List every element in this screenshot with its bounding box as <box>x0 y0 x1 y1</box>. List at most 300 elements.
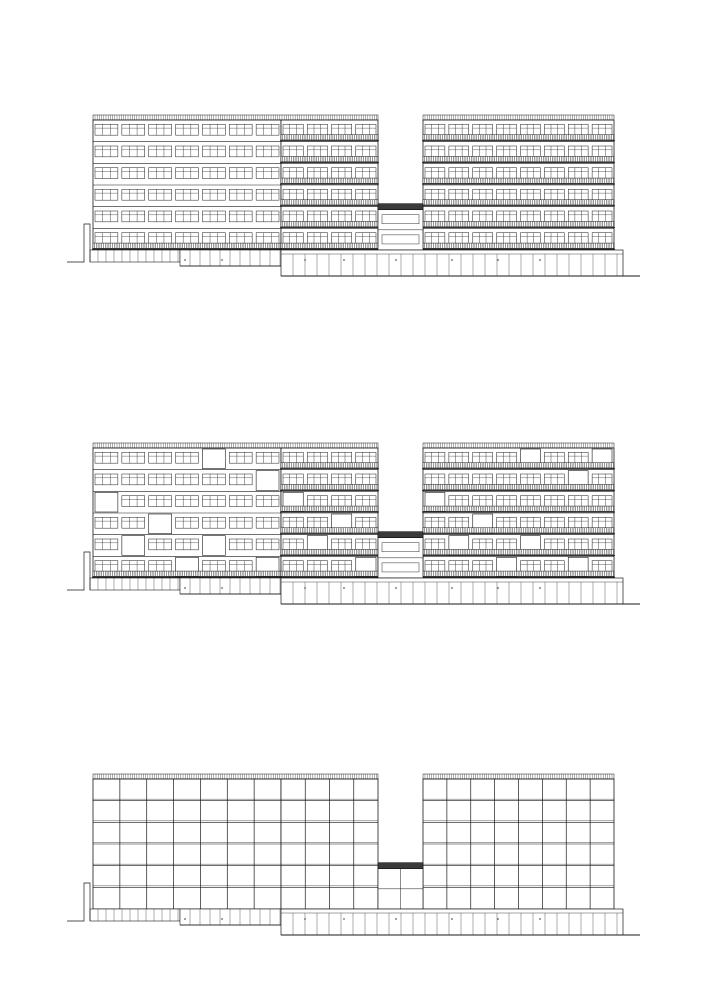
window-frame <box>332 124 352 135</box>
window-frame <box>356 474 376 485</box>
window <box>497 539 517 550</box>
balcony-railing <box>280 178 379 184</box>
window-frame <box>202 233 225 244</box>
window <box>122 233 145 244</box>
window <box>283 539 303 550</box>
window-frame <box>149 168 172 179</box>
window <box>229 517 252 528</box>
window <box>521 474 541 485</box>
window <box>544 189 564 200</box>
window <box>176 233 199 244</box>
roof-parapet <box>93 443 378 448</box>
window <box>176 539 199 550</box>
window <box>122 517 145 528</box>
window <box>356 189 376 200</box>
window-frame <box>229 233 252 244</box>
window <box>497 452 517 463</box>
window <box>521 168 541 179</box>
balcony-railing <box>422 549 615 555</box>
middle-block <box>280 448 379 578</box>
window-frame <box>473 189 493 200</box>
window-frame <box>176 146 199 157</box>
window-frame <box>544 189 564 200</box>
window-frame <box>307 211 327 222</box>
window <box>283 452 303 463</box>
window-frame <box>149 452 172 463</box>
window <box>202 496 225 507</box>
window <box>256 517 279 528</box>
window <box>568 168 588 179</box>
window <box>256 168 279 179</box>
window-frame <box>544 539 564 550</box>
window <box>202 211 225 222</box>
window-frame <box>229 146 252 157</box>
window-frame <box>568 496 588 507</box>
window-frame <box>176 189 199 200</box>
window <box>283 168 303 179</box>
window-frame <box>521 233 541 244</box>
window <box>202 233 225 244</box>
window <box>229 124 252 135</box>
window-frame <box>356 211 376 222</box>
window-frame <box>202 474 225 485</box>
window-frame <box>149 539 172 550</box>
window-frame <box>449 233 469 244</box>
window-frame <box>544 452 564 463</box>
window <box>122 124 145 135</box>
window-frame <box>283 233 303 244</box>
window <box>202 124 225 135</box>
window-frame <box>307 189 327 200</box>
window <box>425 452 445 463</box>
window-frame <box>521 496 541 507</box>
window-frame <box>149 146 172 157</box>
window-frame <box>568 146 588 157</box>
window <box>425 189 445 200</box>
window-frame <box>473 496 493 507</box>
window-frame <box>497 124 517 135</box>
window <box>544 233 564 244</box>
window-frame <box>544 474 564 485</box>
window <box>202 561 225 572</box>
window <box>544 539 564 550</box>
window-frame <box>95 211 118 222</box>
window-frame <box>283 146 303 157</box>
window-frame <box>307 474 327 485</box>
window <box>473 168 493 179</box>
window <box>256 189 279 200</box>
balcony-railing <box>422 571 615 577</box>
window <box>521 496 541 507</box>
window-frame <box>176 517 199 528</box>
window <box>544 146 564 157</box>
window-frame <box>332 168 352 179</box>
roof-parapet <box>423 115 614 120</box>
window-frame <box>202 496 225 507</box>
balcony-railing <box>280 463 379 469</box>
window <box>95 474 118 485</box>
window-frame <box>544 496 564 507</box>
window-frame <box>122 189 145 200</box>
window <box>229 168 252 179</box>
window <box>149 211 172 222</box>
window <box>229 561 252 572</box>
window <box>95 517 118 528</box>
window <box>256 211 279 222</box>
window <box>256 539 279 550</box>
window <box>568 496 588 507</box>
window-frame <box>149 496 172 507</box>
window-frame <box>544 168 564 179</box>
window-frame <box>307 168 327 179</box>
window-frame <box>568 168 588 179</box>
window-frame <box>229 452 252 463</box>
window <box>202 449 225 469</box>
window-frame <box>283 452 303 463</box>
window <box>149 474 172 485</box>
window <box>497 474 517 485</box>
window <box>307 474 327 485</box>
window <box>149 539 172 550</box>
window-frame <box>592 189 612 200</box>
window-frame <box>497 211 517 222</box>
window-frame <box>449 189 469 200</box>
window-frame <box>356 539 376 550</box>
window <box>332 233 352 244</box>
window-frame <box>592 496 612 507</box>
window-frame <box>176 539 199 550</box>
window <box>356 233 376 244</box>
window-frame <box>568 539 588 550</box>
window <box>425 474 445 485</box>
balcony-railing <box>422 484 615 490</box>
window-frame <box>425 452 445 463</box>
window-frame <box>356 452 376 463</box>
window <box>356 211 376 222</box>
window-frame <box>256 233 279 244</box>
window <box>356 168 376 179</box>
window-frame <box>122 124 145 135</box>
window-frame <box>283 189 303 200</box>
window <box>425 539 445 550</box>
window <box>592 124 612 135</box>
window-frame <box>497 452 517 463</box>
window-frame <box>473 124 493 135</box>
window <box>202 517 225 528</box>
balcony-railing <box>280 200 379 206</box>
window <box>425 168 445 179</box>
window <box>256 146 279 157</box>
window-frame <box>256 146 279 157</box>
retaining-wall <box>67 552 90 590</box>
window <box>149 189 172 200</box>
window <box>497 189 517 200</box>
balcony-railing <box>280 549 379 555</box>
bridge-roof <box>378 863 423 869</box>
window <box>95 189 118 200</box>
balcony-railing <box>422 135 615 141</box>
window-frame <box>176 452 199 463</box>
balcony-railing <box>422 178 615 184</box>
window-frame <box>202 517 225 528</box>
window-frame <box>356 124 376 135</box>
roof-parapet <box>93 774 378 779</box>
window <box>229 539 252 550</box>
window <box>149 124 172 135</box>
window-frame <box>473 474 493 485</box>
right-block <box>423 779 614 909</box>
window <box>122 496 145 507</box>
window <box>95 539 118 550</box>
infill-panel <box>122 536 145 556</box>
window-frame <box>122 474 145 485</box>
window <box>449 146 469 157</box>
window-frame <box>521 517 541 528</box>
window <box>122 211 145 222</box>
window-frame <box>95 146 118 157</box>
window-frame <box>95 189 118 200</box>
balcony-railing <box>280 221 379 227</box>
window <box>592 561 612 572</box>
window <box>95 452 118 463</box>
window <box>592 211 612 222</box>
window-frame <box>256 452 279 463</box>
middle-block <box>280 120 379 250</box>
window <box>592 517 612 528</box>
roof-parapet <box>423 443 614 448</box>
window <box>95 492 118 512</box>
window-frame <box>449 517 469 528</box>
window-frame <box>229 211 252 222</box>
window <box>332 124 352 135</box>
window-frame <box>544 146 564 157</box>
window-frame <box>568 233 588 244</box>
window-frame <box>307 517 327 528</box>
podium-left <box>90 250 180 262</box>
window-frame <box>332 189 352 200</box>
window-frame <box>497 146 517 157</box>
window <box>332 211 352 222</box>
window-frame <box>449 561 469 572</box>
infill-panel <box>149 514 172 534</box>
window <box>122 474 145 485</box>
window-frame <box>356 189 376 200</box>
window <box>544 561 564 572</box>
window <box>283 146 303 157</box>
podium-left <box>90 909 180 921</box>
window <box>176 168 199 179</box>
window <box>229 474 252 485</box>
window <box>497 211 517 222</box>
window-frame <box>95 517 118 528</box>
window <box>229 189 252 200</box>
window-frame <box>425 474 445 485</box>
window <box>544 124 564 135</box>
window-frame <box>544 561 564 572</box>
window-frame <box>307 452 327 463</box>
window-frame <box>283 517 303 528</box>
window-frame <box>202 211 225 222</box>
window-frame <box>122 496 145 507</box>
window <box>332 189 352 200</box>
balcony-railing <box>280 156 379 162</box>
window <box>202 189 225 200</box>
window-frame <box>497 496 517 507</box>
window <box>149 496 172 507</box>
bridge-roof <box>378 204 423 210</box>
window <box>449 561 469 572</box>
window <box>497 168 517 179</box>
window <box>425 211 445 222</box>
window <box>356 496 376 507</box>
window-frame <box>592 561 612 572</box>
window <box>568 124 588 135</box>
infill-panel <box>202 536 225 556</box>
window <box>544 474 564 485</box>
window <box>95 561 118 572</box>
window <box>473 233 493 244</box>
window-frame <box>256 168 279 179</box>
window-frame <box>332 539 352 550</box>
window-frame <box>425 233 445 244</box>
window-frame <box>202 146 225 157</box>
window-frame <box>473 561 493 572</box>
window <box>473 211 493 222</box>
window-frame <box>202 168 225 179</box>
left-block <box>92 120 282 250</box>
podium <box>90 578 623 604</box>
window <box>332 561 352 572</box>
window <box>521 517 541 528</box>
window-frame <box>229 189 252 200</box>
window-frame <box>592 517 612 528</box>
window-frame <box>122 233 145 244</box>
window <box>473 496 493 507</box>
window-frame <box>544 233 564 244</box>
window-frame <box>356 496 376 507</box>
elevation-2 <box>67 443 640 604</box>
window <box>497 124 517 135</box>
window <box>307 189 327 200</box>
window-frame <box>497 474 517 485</box>
window <box>449 168 469 179</box>
window <box>95 124 118 135</box>
window <box>176 517 199 528</box>
window-frame <box>449 211 469 222</box>
window-frame <box>283 168 303 179</box>
window <box>176 211 199 222</box>
window-frame <box>122 168 145 179</box>
window <box>122 168 145 179</box>
left-block <box>93 779 281 909</box>
window-frame <box>592 474 612 485</box>
window <box>307 496 327 507</box>
window-frame <box>592 124 612 135</box>
window-frame <box>425 168 445 179</box>
window <box>473 539 493 550</box>
window <box>473 561 493 572</box>
window-frame <box>544 517 564 528</box>
podium-mid <box>180 909 281 925</box>
window-frame <box>283 211 303 222</box>
window-frame <box>592 233 612 244</box>
window-frame <box>449 124 469 135</box>
window-frame <box>425 124 445 135</box>
window <box>473 146 493 157</box>
window-frame <box>332 452 352 463</box>
window <box>425 561 445 572</box>
window <box>449 233 469 244</box>
window <box>332 452 352 463</box>
window <box>256 471 279 491</box>
window-frame <box>307 146 327 157</box>
window <box>544 168 564 179</box>
balcony-railing <box>422 243 615 249</box>
window <box>95 211 118 222</box>
window <box>592 496 612 507</box>
window <box>149 452 172 463</box>
window-frame <box>256 517 279 528</box>
window-frame <box>256 496 279 507</box>
window <box>521 189 541 200</box>
window-frame <box>176 124 199 135</box>
window-frame <box>425 189 445 200</box>
window-frame <box>256 211 279 222</box>
window <box>544 211 564 222</box>
retaining-wall <box>67 224 90 262</box>
window-frame <box>283 561 303 572</box>
window-frame <box>592 146 612 157</box>
window <box>568 211 588 222</box>
balcony-railing <box>422 528 615 534</box>
window <box>425 517 445 528</box>
window-frame <box>473 211 493 222</box>
window-frame <box>307 561 327 572</box>
window-frame <box>497 189 517 200</box>
window <box>425 146 445 157</box>
window <box>332 496 352 507</box>
window-frame <box>202 124 225 135</box>
window <box>256 233 279 244</box>
window-frame <box>521 474 541 485</box>
window <box>202 536 225 556</box>
window <box>256 452 279 463</box>
window-frame <box>425 561 445 572</box>
window <box>176 496 199 507</box>
window <box>149 514 172 534</box>
window <box>356 474 376 485</box>
window-frame <box>122 452 145 463</box>
window-frame <box>521 211 541 222</box>
podium-mid <box>180 578 281 594</box>
window <box>122 189 145 200</box>
window <box>229 233 252 244</box>
window <box>229 452 252 463</box>
roof-parapet <box>423 774 614 779</box>
window-frame <box>122 517 145 528</box>
balcony-railing <box>280 571 379 577</box>
window-frame <box>332 561 352 572</box>
window-frame <box>332 233 352 244</box>
window-frame <box>568 124 588 135</box>
window-frame <box>473 168 493 179</box>
window <box>568 539 588 550</box>
window-frame <box>568 452 588 463</box>
window <box>473 452 493 463</box>
window <box>307 233 327 244</box>
window-frame <box>229 561 252 572</box>
window <box>592 146 612 157</box>
